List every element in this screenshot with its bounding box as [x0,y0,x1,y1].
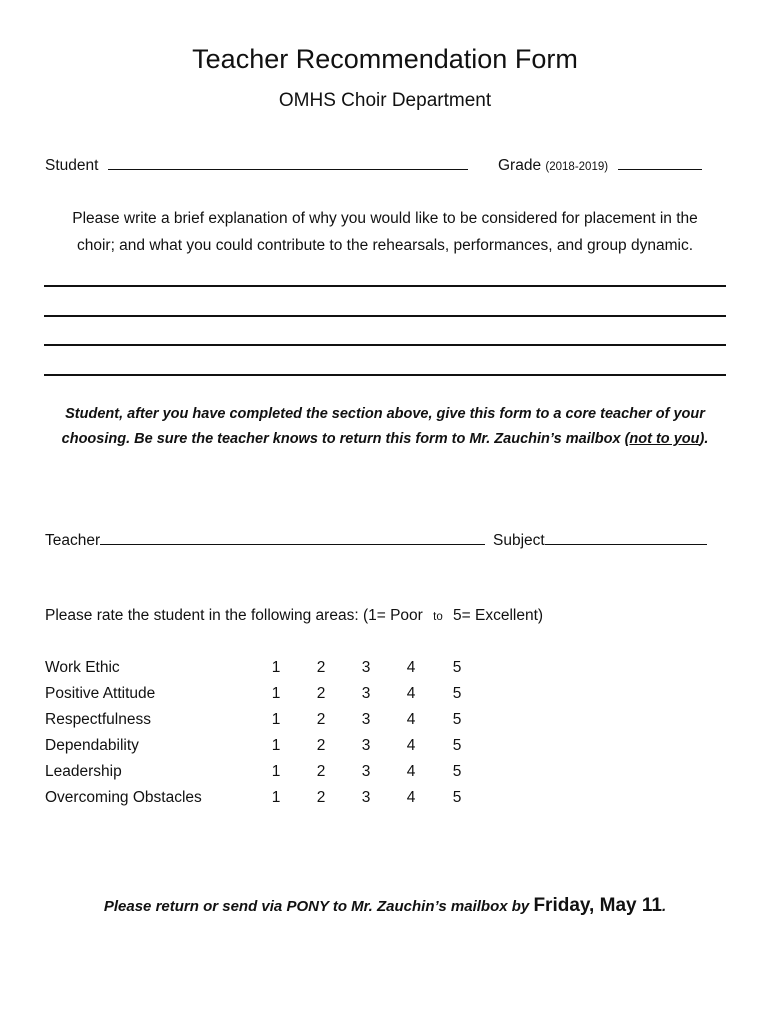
rating-option-2[interactable]: 2 [316,711,326,728]
rating-area-label: Dependability [45,737,139,754]
rating-option-2[interactable]: 2 [316,737,326,754]
rating-area-label: Positive Attitude [45,685,156,702]
rating-option-2[interactable]: 2 [316,789,326,806]
rating-option-2[interactable]: 2 [316,763,326,780]
rating-option-1[interactable]: 1 [271,737,281,754]
rating-option-2[interactable]: 2 [316,685,326,702]
rating-intro-start: Please rate the student in the following areas: (1= Poor [45,607,423,624]
rating-option-4[interactable]: 4 [406,659,416,676]
rating-option-1[interactable]: 1 [271,789,281,806]
rating-option-4[interactable]: 4 [406,763,416,780]
teacher-label: Teacher [45,532,101,549]
answer-line[interactable] [44,285,726,287]
rating-option-5[interactable]: 5 [452,763,462,780]
instructions-line-2-start: choosing. Be sure the teacher knows to return this form to Mr. Zauchin’s mailbox ( [61,431,630,447]
rating-option-3[interactable]: 3 [361,763,371,780]
answer-line[interactable] [44,344,726,346]
rating-option-5[interactable]: 5 [452,711,462,728]
explanation-prompt [40,205,730,259]
subject-blank[interactable] [545,530,707,545]
rating-option-3[interactable]: 3 [361,685,371,702]
student-field [45,155,468,175]
rating-option-1[interactable]: 1 [271,711,281,728]
rating-option-3[interactable]: 3 [361,789,371,806]
department-subtitle: OMHS Choir Department [278,90,492,111]
student-instructions [40,402,730,452]
footer-period: . [661,898,667,915]
prompt-line-1: Please write a brief explanation of why you would like to be considered for placement in the [72,210,698,227]
rating-option-4[interactable]: 4 [406,789,416,806]
rating-option-1[interactable]: 1 [271,685,281,702]
rating-area-label: Respectfulness [45,711,151,728]
instructions-line-2-end: ). [699,431,709,447]
not-to-you-emphasis: not to you [629,431,700,447]
answer-line[interactable] [44,374,726,376]
rating-option-3[interactable]: 3 [361,711,371,728]
instructions-line-2 [40,427,730,452]
rating-option-3[interactable]: 3 [361,659,371,676]
rating-instructions [45,607,543,625]
deadline-date: Friday, May 11 [533,895,662,916]
rating-option-2[interactable]: 2 [316,659,326,676]
rating-option-4[interactable]: 4 [406,737,416,754]
teacher-field [45,530,485,550]
answer-line[interactable] [44,315,726,317]
rating-option-3[interactable]: 3 [361,737,371,754]
rating-option-5[interactable]: 5 [452,659,462,676]
student-label: Student [45,157,99,174]
rating-option-5[interactable]: 5 [452,789,462,806]
rating-option-1[interactable]: 1 [271,659,281,676]
rating-area-label: Leadership [45,763,122,780]
grade-field [498,155,702,175]
rating-option-5[interactable]: 5 [452,685,462,702]
footer-text: Please return or send via PONY to Mr. Zauchin’s mailbox by [103,898,530,915]
grade-year: (2018-2019) [545,161,609,173]
rating-area-label: Work Ethic [45,659,120,676]
subject-field [493,530,707,550]
return-instructions [0,895,770,917]
rating-option-5[interactable]: 5 [452,737,462,754]
subject-label: Subject [493,532,545,549]
grade-label: Grade [498,157,542,174]
rating-option-4[interactable]: 4 [406,711,416,728]
rating-area-label: Overcoming Obstacles [45,789,202,806]
rating-option-4[interactable]: 4 [406,685,416,702]
prompt-line-2: choir; and what you could contribute to the rehearsals, performances, and group dynamic. [76,237,694,254]
instructions-line-1: Student, after you have completed the section above, give this form to a core teacher of your [65,406,705,422]
page-title: Teacher Recommendation Form [192,44,578,74]
grade-blank[interactable] [618,155,702,170]
teacher-name-blank[interactable] [100,530,485,545]
rating-option-1[interactable]: 1 [271,763,281,780]
rating-intro-to: to [433,611,443,623]
student-name-blank[interactable] [108,155,468,170]
rating-intro-end: 5= Excellent) [453,607,544,624]
